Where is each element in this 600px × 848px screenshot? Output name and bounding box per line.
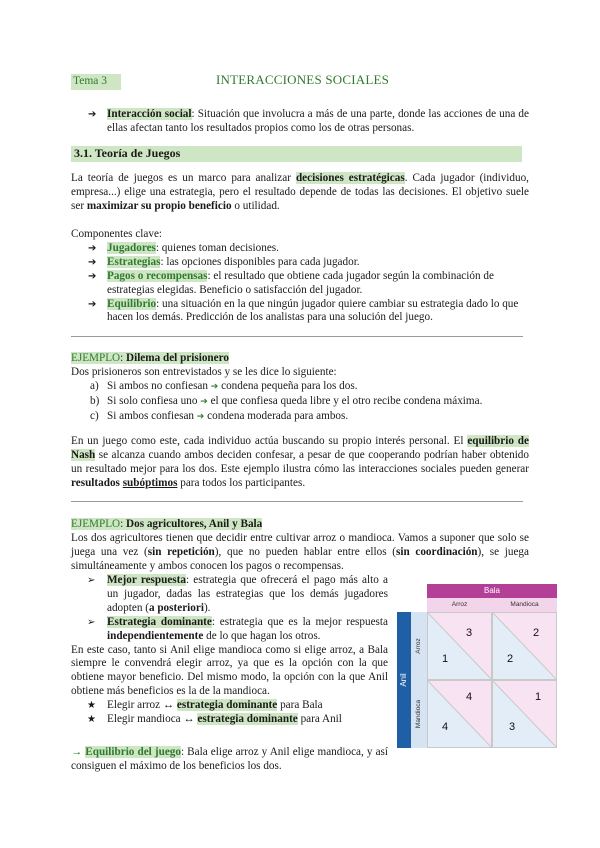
- divider: [71, 501, 523, 502]
- payoff-matrix: [397, 584, 557, 748]
- page-title: INTERACCIONES SOCIALES: [216, 72, 390, 87]
- cell-diagonal: [428, 681, 492, 748]
- theory-paragraph: La teoría de juegos es un marco para analizar decisiones estratégicas. Cada jugador (individuo, empresa...) elige una estrategia, pero el resultado depende de todas las decisiones. El objetivo suele ser maximizar su propio beneficio o utilidad.: [71, 172, 529, 212]
- divider: [71, 336, 523, 337]
- payoff-anil: 4: [442, 721, 449, 733]
- components-list: [71, 228, 529, 325]
- dominant-explanation: En este caso, tanto si Anil elige mandioca como si elige arroz, a Bala siempre le convendrá elegir arroz, ya que es la opción con la que obtiene mayor beneficio. Del mismo modo, la opción con la que Anil obtiene más beneficios es la de la mandioca.: [71, 643, 388, 698]
- arrow-bullet-icon: ➔: [88, 109, 97, 120]
- arrow-right-icon: ➔: [210, 381, 219, 392]
- list-item: ➢ Estrategia dominante: estrategia que es la mejor respuesta independientemente de lo que hagan los otros.: [87, 615, 388, 642]
- matrix-cell: [492, 680, 557, 748]
- matrix-col-player: Bala: [427, 584, 557, 598]
- matrix-col-header: Arroz: [427, 598, 492, 612]
- payoff-bala: 3: [466, 627, 473, 639]
- star-icon: ★: [87, 714, 96, 726]
- farmers-intro: Los dos agricultores tienen que decidir entre cultivar arroz o mandioca. Vamos a suponer que solo se juega una vez (sin repetición), que no pueden hablar entre ellos (sin coordinación), se juega simultáneamente y ambos conocen los pagos o recompensas.: [71, 531, 529, 572]
- payoff-anil: 1: [442, 653, 449, 665]
- payoff-bala: 2: [533, 627, 540, 639]
- arrow-right-icon: ➔: [200, 396, 208, 407]
- arrow-bullet-icon: ➔: [88, 256, 97, 268]
- matrix-cell: [492, 612, 557, 680]
- nash-paragraph: En un juego como este, cada individuo actúa buscando su propio interés personal. El equilibrio de Nash se alcanza cuando ambos deciden confesar, a pesar de que cooperando podrían haber obtenido un resultado mejor para los dos. Este ejemplo ilustra cómo las interacciones sociales pueden generar resultados subóptimos para todos los participantes.: [71, 435, 529, 489]
- equilibrium-conclusion: → Equilibrio del juego: Bala elige arroz y Anil elige mandioca, y así consiguen el máximo de los beneficios los dos.: [71, 746, 388, 772]
- list-item: ★ Elegir arroz ↔ estrategia dominante para Bala: [87, 699, 323, 712]
- matrix-row-header: Arroz: [411, 612, 427, 680]
- farmers-concepts: [71, 574, 388, 727]
- list-item: ➢ Mejor respuesta: estrategia que ofrecerá el pago más alto a un jugador, dadas las estrategias que los demás jugadores adopten (a posteriori).: [87, 574, 388, 614]
- payoff-anil: 3: [509, 721, 516, 733]
- list-item: ➔ Estrategias: las opciones disponibles para cada jugador.: [88, 255, 360, 268]
- arrow-bullet-icon: ➔: [88, 270, 97, 282]
- arrow-right-icon: ➔: [196, 411, 205, 422]
- list-item: ➔ Pagos o recompensas: el resultado que obtiene cada jugador según la combinación de estrategias elegidas. Beneficio o satisfacción del jugador.: [88, 269, 494, 296]
- list-item: ➔ Equilibrio: una situación en la que ningún jugador quiere cambiar su estrategia dado lo que hacen los demás. Predicción de los analistas para una solución del juego.: [88, 297, 519, 324]
- matrix-row-player: Anil: [397, 612, 411, 748]
- payoff-anil: 2: [507, 653, 514, 665]
- intro-definition: [71, 108, 529, 136]
- chapter-label: Tema 3: [71, 74, 121, 90]
- arrow-bullet-icon: ➔: [88, 298, 97, 310]
- arrow-bullet-icon: ➢: [87, 616, 96, 628]
- cell-diagonal: [493, 613, 557, 680]
- list-item: ★ Elegir mandioca ↔ estrategia dominante para Anil: [87, 713, 342, 726]
- arrow-bullet-icon: ➔: [88, 242, 97, 254]
- list-item: b) Si solo confiesa uno ➔ el que confiesa queda libre y el otro recibe condena máxima.: [90, 394, 483, 407]
- list-item: ➔ Jugadores: quienes toman decisiones.: [88, 241, 279, 254]
- intro-text: : Situación que involucra a más de una parte, donde las acciones de una de ellas afectan tanto los resultados propios como los de otras personas.: [107, 108, 529, 134]
- arrow-right-icon: →: [71, 746, 86, 758]
- components-heading: Componentes clave:: [71, 228, 163, 240]
- example-heading: EJEMPLO: Dos agricultores, Anil y Bala: [71, 518, 263, 530]
- matrix-cell: [427, 612, 492, 680]
- example-heading: EJEMPLO: Dilema del prisionero: [71, 352, 229, 364]
- list-item: a) Si ambos no confiesan ➔ condena pequeña para los dos.: [90, 379, 358, 392]
- arrow-bullet-icon: ➢: [87, 575, 96, 586]
- example-prisoners-dilemma: EJEMPLO: Dilema del prisionero Dos prisioneros son entrevistados y se les dice lo siguiente: a) Si ambos no confiesan ➔ condena pequeña para los dos. b) Si solo confiesa uno ➔ el que confiesa queda libre y el otro recibe condena máxima. c) Si ambos confiesan ➔ condena moderada para ambos.: [71, 352, 529, 425]
- cell-diagonal: [428, 613, 492, 680]
- matrix-col-header: Mandioca: [492, 598, 557, 612]
- star-icon: ★: [87, 700, 96, 712]
- matrix-cell: [427, 680, 492, 748]
- payoff-bala: 4: [466, 691, 473, 703]
- payoff-bala: 1: [535, 691, 542, 703]
- intro-term: Interacción social: [107, 108, 192, 120]
- section-heading: 3.1. Teoría de Juegos: [71, 146, 522, 162]
- example-farmers: [71, 518, 529, 574]
- matrix-row-header: Mandioca: [411, 680, 427, 748]
- list-item: c) Si ambos confiesan ➔ condena moderada para ambos.: [90, 409, 349, 422]
- cell-diagonal: [493, 681, 557, 748]
- highlight-strategic-decisions: decisiones estratégicas: [295, 172, 405, 184]
